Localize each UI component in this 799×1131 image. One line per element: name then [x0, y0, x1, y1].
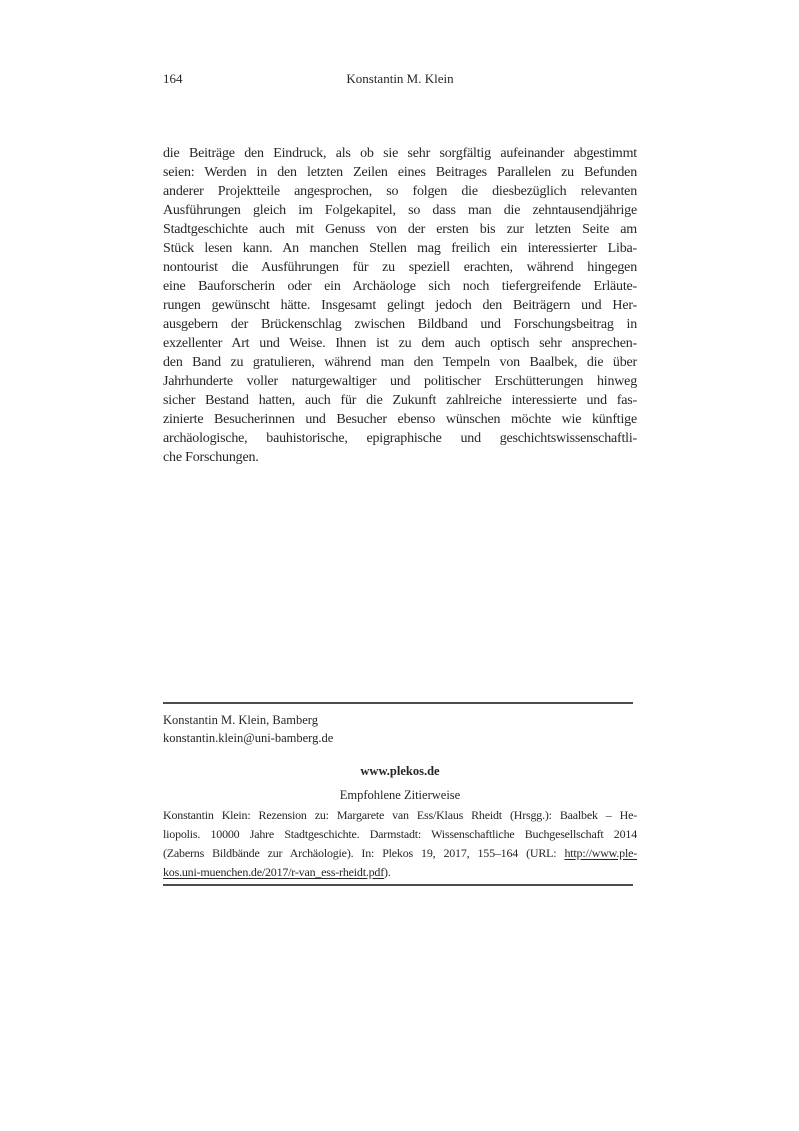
text-line: che Forschungen.: [163, 450, 259, 465]
divider-top: [163, 702, 633, 704]
text-line: Stadtgeschichte auch mit Genuss von der ersten bis zur letzten Seite am: [163, 222, 637, 237]
citation-line: [163, 863, 637, 882]
text-line: archäologische, bauhistorische, epigraphische und geschichtswissenschaftli-: [163, 431, 637, 446]
page-number: 164: [163, 71, 183, 86]
running-head-author: Konstantin M. Klein: [346, 71, 454, 86]
text-line: exzellenter Art und Weise. Ihnen ist zu dem auch optisch sehr ansprechen-: [163, 336, 637, 351]
text-line: Stück lesen kann. An manchen Stellen mag freilich ein interessierter Liba-: [163, 241, 637, 256]
text-line: ausgebern der Brückenschlag zwischen Bildband und Forschungsbeitrag in: [163, 317, 637, 332]
text-line: seien: Werden in den letzten Zeilen eines Beitrages Parallelen zu Befunden: [163, 165, 637, 180]
divider-bottom: [163, 884, 633, 886]
text-line: zinierte Besucherinnen und Besucher ebenso wünschen möchte wie künftige: [163, 412, 637, 427]
text-line: sicher Bestand hatten, auch für die Zukunft zahlreiche interessierte und fas-: [163, 393, 637, 408]
citation-url-link[interactable]: http://www.ple-: [564, 846, 637, 860]
author-email: konstantin.klein@uni-bamberg.de: [163, 731, 334, 745]
review-paragraph: [163, 144, 637, 467]
text-line: den Band zu gratulieren, während man den Tempeln von Baalbek, die über: [163, 355, 637, 370]
citation-heading: Empfohlene Zitierweise: [339, 788, 461, 802]
running-header: [163, 71, 637, 87]
journal-website: www.plekos.de: [360, 764, 440, 778]
text-line: Ausführungen gleich im Folgekapitel, so dass man die zehntausendjährige: [163, 203, 637, 218]
author-block: [163, 711, 637, 747]
author-name: Konstantin M. Klein, Bamberg: [163, 713, 318, 727]
text-line: anderer Projektteile angesprochen, so folgen die diesbezüglich relevanten: [163, 184, 637, 199]
text-line: die Beiträge den Eindruck, als ob sie sehr sorgfältig aufeinander abgestimmt: [163, 146, 637, 161]
citation-line: liopolis. 10000 Jahre Stadtgeschichte. Darmstadt: Wissenschaftliche Buchgesellschaft 2014: [163, 827, 637, 841]
citation-block: [163, 806, 637, 882]
text-line: nontourist die Ausführungen für zu speziell erachten, während hingegen: [163, 260, 637, 275]
text-line: eine Bauforscherin oder ein Archäologe sich noch tiefergreifende Erläute-: [163, 279, 637, 294]
text-line: Jahrhunderte voller naturgewaltiger und politischer Erschütterungen hinweg: [163, 374, 637, 389]
citation-line: Konstantin Klein: Rezension zu: Margarete van Ess/Klaus Rheidt (Hrsgg.): Baalbek – He-: [163, 808, 637, 822]
citation-text: ).: [384, 865, 391, 879]
citation-url-link[interactable]: kos.uni-muenchen.de/2017/r-van_ess-rheidt.pdf: [163, 865, 385, 879]
citation-text: (Zaberns Bildbände zur Archäologie). In: Plekos 19, 2017, 155–164 (URL:: [163, 846, 565, 860]
citation-line: [163, 844, 637, 863]
text-line: rungen gewünscht hätte. Insgesamt gelingt jedoch den Beiträgern und Her-: [163, 298, 637, 313]
